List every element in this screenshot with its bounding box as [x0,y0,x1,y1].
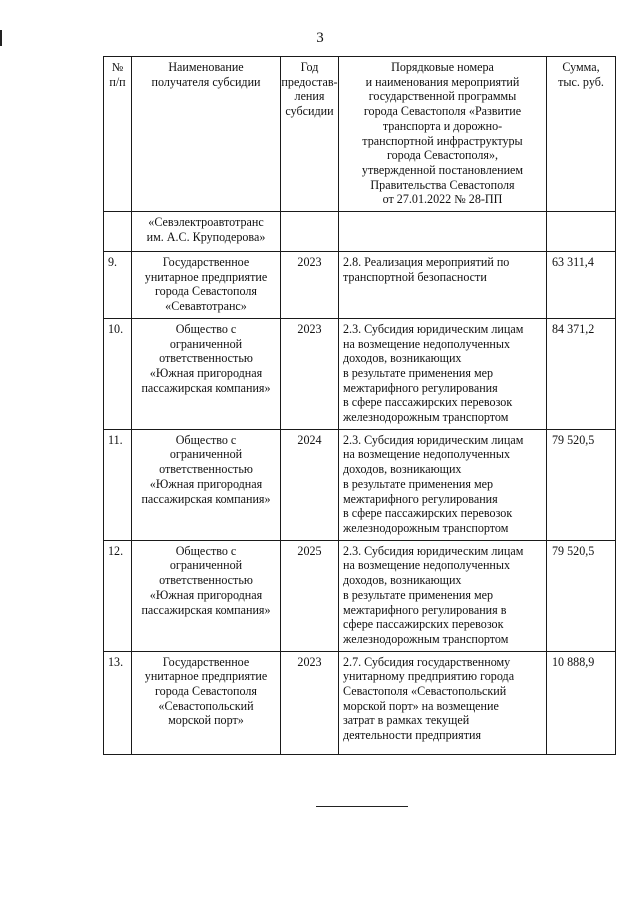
text-line: в результате применения мер [343,476,494,491]
row-number [104,318,132,429]
text-line: 2.7. Субсидия государственному [343,654,511,669]
table-row [104,212,616,252]
text-line: Общество с [175,432,237,447]
recipient-name [132,318,281,429]
text-line: унитарное предприятие [144,669,268,684]
table-row [104,429,616,540]
text-line: Севастополя «Севастопольский [343,684,507,699]
row-number-text: 13. [108,654,124,669]
recipient-name [132,540,281,651]
subsidy-amount-text: 10 888,9 [552,654,595,669]
subsidy-amount [547,252,616,319]
text-line: ответственностью [159,462,253,477]
text-line: железнодорожным транспортом [343,631,509,646]
text-line: межтарифного регулирования [343,380,498,395]
row-number [104,212,132,252]
subsidy-year [281,429,339,540]
text-line: транспорта и дорожно- [382,118,503,133]
text-line: Общество с [175,543,237,558]
text-line: № [111,60,124,74]
text-line: в сфере пассажирских перевозок [343,395,513,410]
text-line: «Южная пригородная [149,365,263,380]
text-line: морской порт» [168,713,244,728]
subsidy-amount-text: 79 520,5 [552,543,595,558]
text-line: получателя субсидии [151,74,261,89]
text-line: п/п [109,74,126,89]
text-line: на возмещение недополученных [343,336,511,351]
text-line: унитарному предприятию города [343,669,515,684]
table-row [104,651,616,754]
text-line: города Севастополя [155,684,257,699]
text-line: Государственное [162,654,250,669]
text-line: межтарифного регулирования [343,491,498,506]
text-line: 2.8. Реализация мероприятий по [343,255,510,270]
text-line: от 27.01.2022 № 28-ПП [382,192,503,207]
text-line: утвержденной постановлением [361,162,524,177]
text-line: в результате применения мер [343,587,494,602]
subsidy-year [281,318,339,429]
subsidy-amount [547,212,616,252]
table-row [104,318,616,429]
text-line: «Севэлектроавтотранс [148,215,264,230]
row-number [104,252,132,319]
text-line: железнодорожным транспортом [343,520,509,535]
text-line: транспортной безопасности [343,269,487,284]
text-line: в результате применения мер [343,365,494,380]
text-line: «Южная пригородная [149,476,263,491]
text-line: ответственностью [159,573,253,588]
text-line: ления [294,89,325,104]
text-line: Наименование [168,60,244,74]
recipient-name [132,651,281,754]
text-line: сфере пассажирских перевозок [343,617,504,632]
page-number: 3 [316,30,324,46]
subsidy-year [281,651,339,754]
text-line: межтарифного регулирования в [343,602,507,617]
text-line: деятельности предприятия [343,728,482,743]
row-number-text: 10. [108,321,124,336]
header-recipient [132,57,281,212]
text-line: пассажирская компания» [141,602,271,617]
text-line: доходов, возникающих [343,351,462,366]
text-line: унитарное предприятие [144,269,268,284]
table-row [104,252,616,319]
text-line: на возмещение недополученных [343,447,511,462]
subsidy-year-text: 2023 [297,321,322,336]
text-line: Общество с [175,321,237,336]
text-line: и наименования мероприятий [365,74,520,89]
program-event [339,252,547,319]
table-body [104,212,616,755]
text-line: на возмещение недополученных [343,558,511,573]
recipient-name [132,252,281,319]
header-sum [547,57,616,212]
table-row [104,540,616,651]
text-line: Правительства Севастополя [370,177,515,192]
subsidy-amount [547,429,616,540]
text-line: 2.3. Субсидия юридическим лицам [343,432,524,447]
subsidy-amount-text: 84 371,2 [552,321,595,336]
text-line: морской порт» на возмещение [343,698,499,713]
text-line: Государственное [162,255,250,270]
text-line: ответственностью [159,351,253,366]
text-line: пассажирская компания» [141,380,271,395]
text-line: предостав- [281,74,338,89]
row-number-text: 12. [108,543,124,558]
subsidy-table [103,56,616,755]
text-line: города Севастополя», [386,148,499,163]
text-line: «Южная пригородная [149,587,263,602]
subsidy-year [281,540,339,651]
text-line: доходов, возникающих [343,462,462,477]
program-event [339,429,547,540]
text-line: ограниченной [169,558,243,573]
subsidy-year [281,212,339,252]
text-line: «Севавтотранс» [165,299,247,314]
subsidy-year-text: 2024 [297,432,322,447]
text-line: субсидии [285,104,334,119]
text-line: Сумма, [562,60,600,74]
subsidy-amount-text: 79 520,5 [552,432,595,447]
subsidy-amount [547,540,616,651]
text-line: доходов, возникающих [343,573,462,588]
row-number [104,429,132,540]
subsidy-year-text: 2023 [297,654,322,669]
subsidy-amount-text: 63 311,4 [552,255,594,270]
text-line: города Севастополя [155,284,257,299]
header-event [339,57,547,212]
subsidy-year-text: 2025 [297,543,322,558]
text-line: ограниченной [169,447,243,462]
text-line: Год [300,60,319,74]
text-line: 2.3. Субсидия юридическим лицам [343,543,524,558]
subsidy-amount [547,318,616,429]
footer-rule [316,806,408,807]
table-header-row [104,57,616,212]
recipient-name [132,429,281,540]
text-line: железнодорожным транспортом [343,410,509,425]
row-number-text: 11. [108,432,123,447]
text-line: затрат в рамках текущей [343,713,470,728]
recipient-name [132,212,281,252]
program-event [339,540,547,651]
text-line: Порядковые номера [391,60,494,74]
header-num [104,57,132,212]
text-line: города Севастополя «Развитие [363,104,522,119]
header-year [281,57,339,212]
row-number [104,540,132,651]
program-event [339,318,547,429]
text-line: в сфере пассажирских перевозок [343,506,513,521]
text-line: «Севастопольский [158,698,254,713]
text-line: тыс. руб. [558,74,604,89]
subsidy-year-text: 2023 [297,255,322,270]
text-line: 2.3. Субсидия юридическим лицам [343,321,524,336]
text-line: пассажирская компания» [141,491,271,506]
subsidy-amount [547,651,616,754]
row-number-text: 9. [108,255,118,270]
text-line: им. А.С. Круподерова» [146,229,266,244]
program-event [339,212,547,252]
text-line: транспортной инфраструктуры [362,133,523,148]
program-event [339,651,547,754]
text-line: государственной программы [368,89,517,104]
text-line: ограниченной [169,336,243,351]
subsidy-year [281,252,339,319]
row-number [104,651,132,754]
